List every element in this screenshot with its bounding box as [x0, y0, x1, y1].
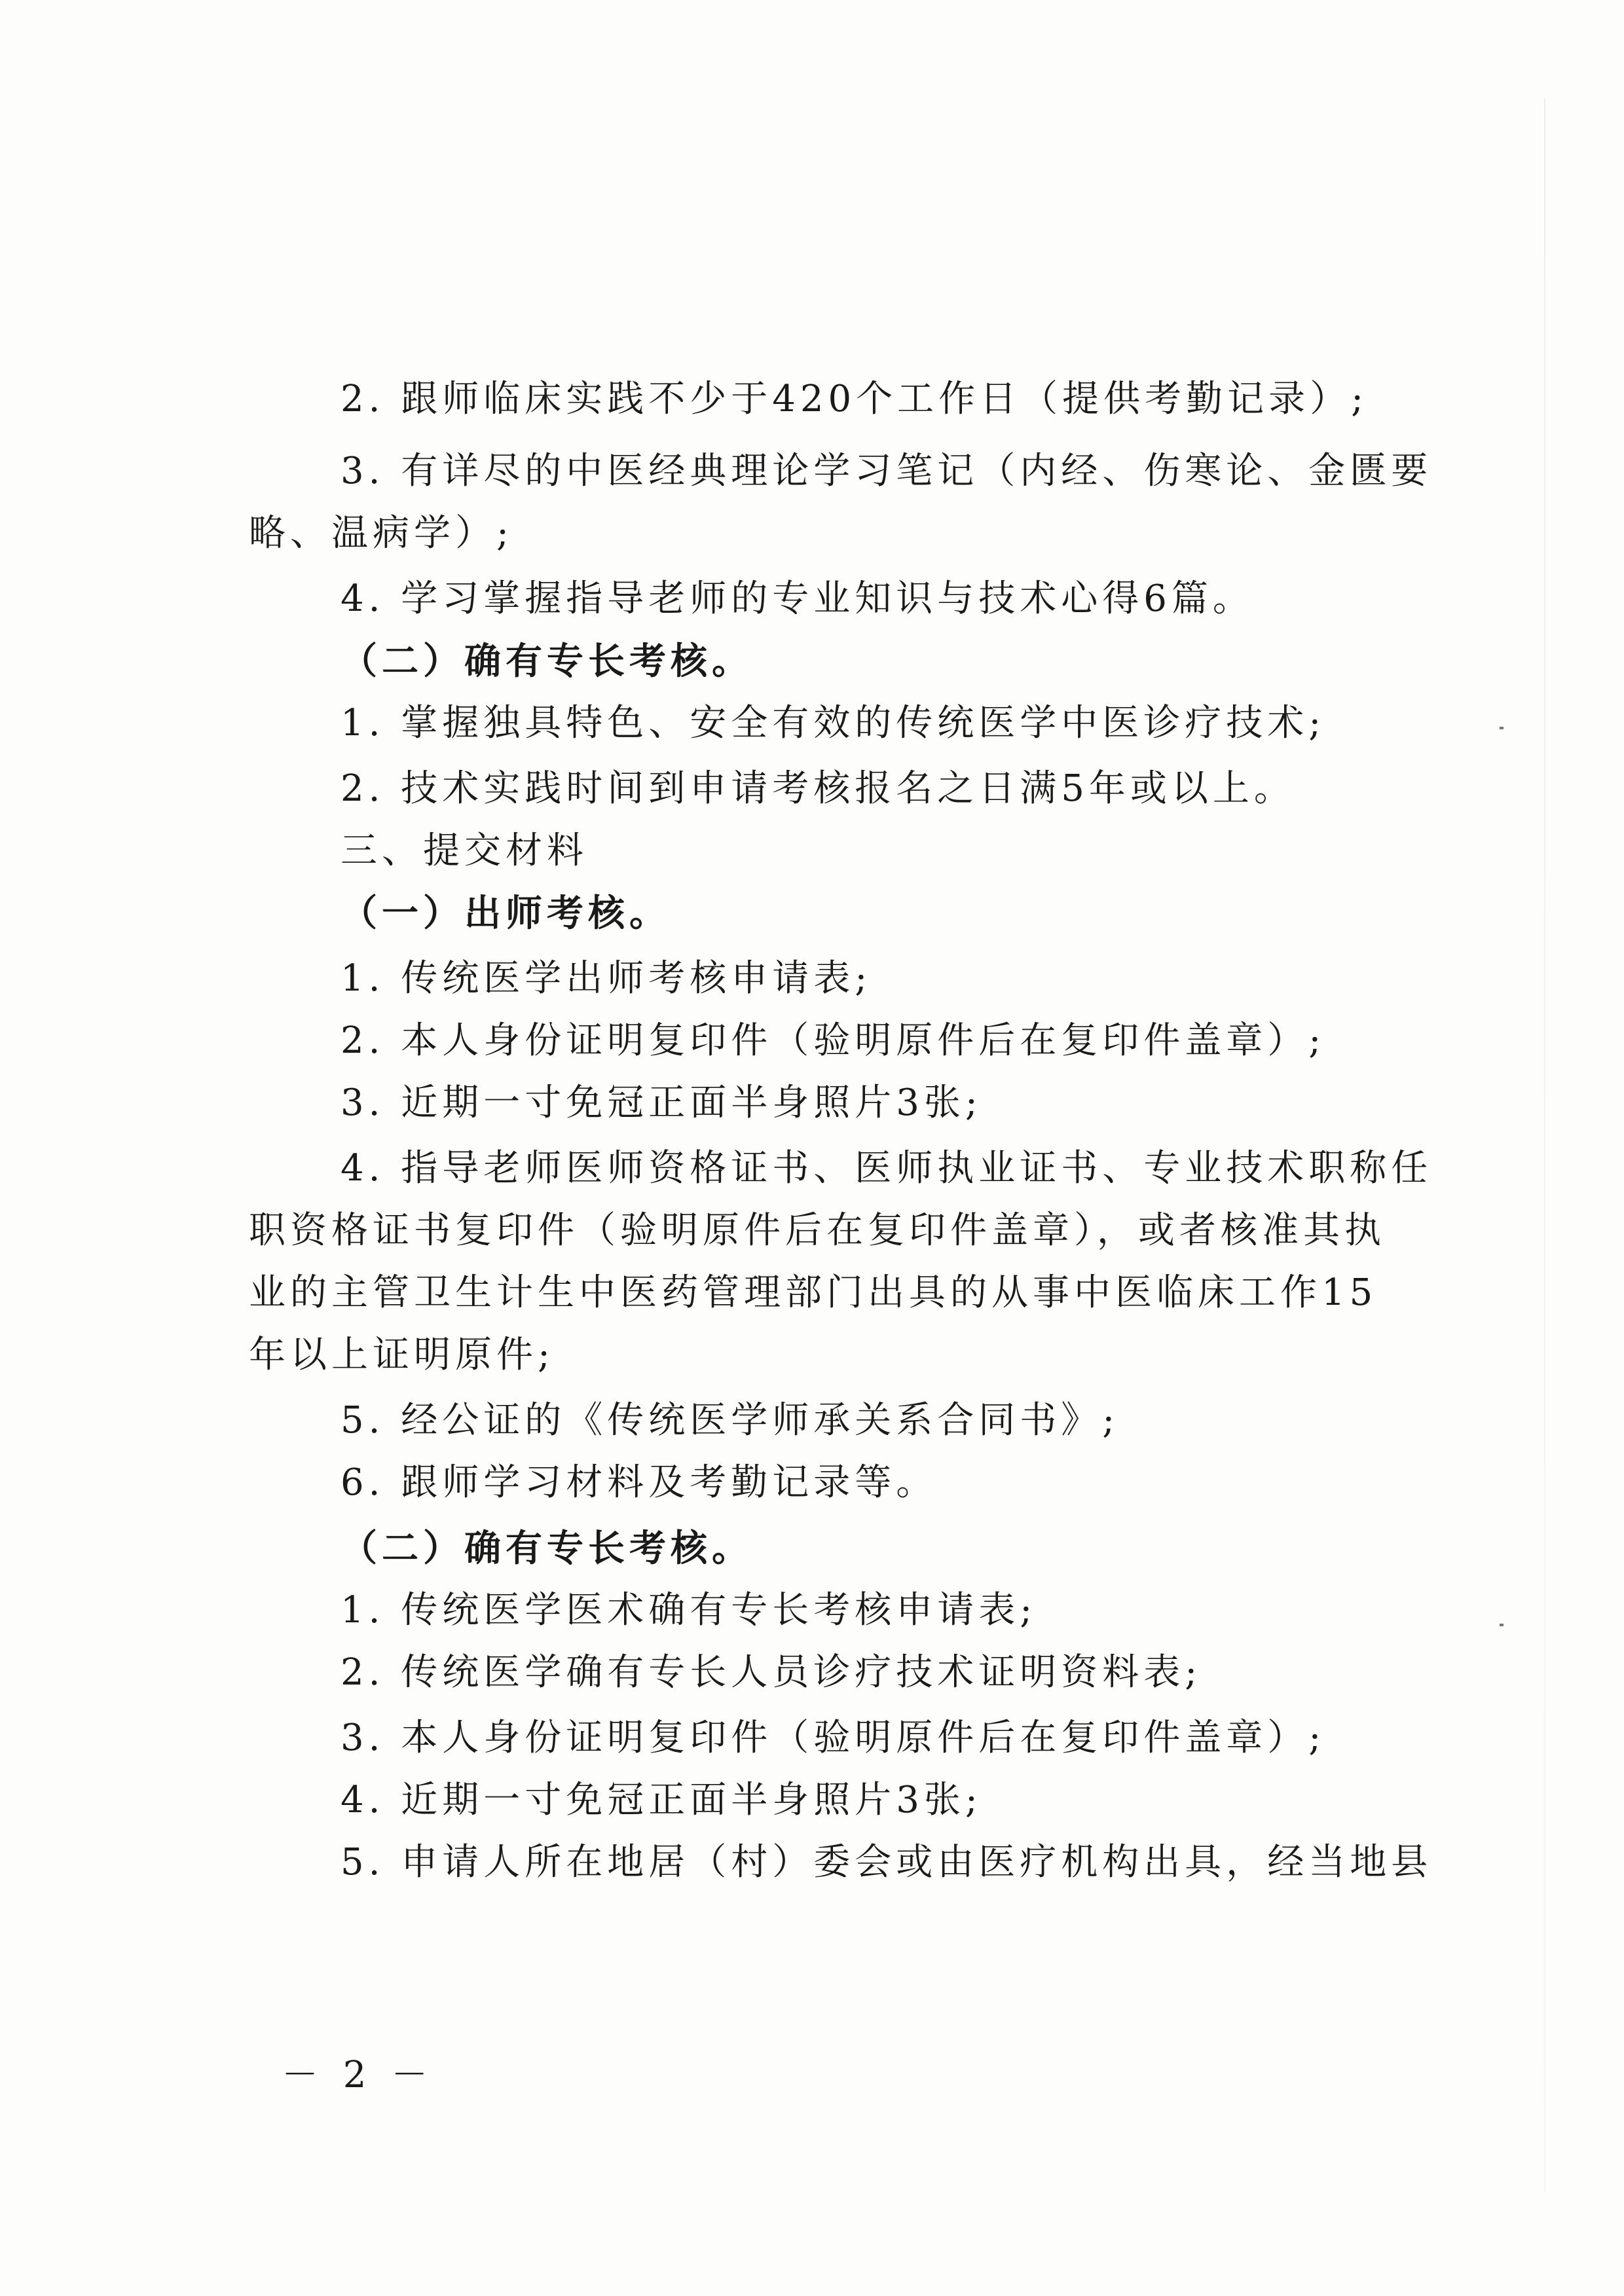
section-heading-2-1: （二）确有专长考核。: [341, 640, 753, 683]
text-line-14: 职资格证书复印件（验明原件后在复印件盖章），或者核准其执: [249, 1209, 1386, 1252]
text-line-2: 3. 有详尽的中医经典理论学习笔记（内经、伤寒论、金匮要: [341, 450, 1433, 492]
text-line-4: 4. 学习掌握指导老师的专业知识与技术心得6篇。: [341, 577, 1254, 620]
text-line-17: 5. 经公证的《传统医学师承关系合同书》;: [341, 1399, 1120, 1442]
text-line-21: 2. 传统医学确有专长人员诊疗技术证明资料表;: [341, 1651, 1202, 1694]
text-line-7: 2. 技术实践时间到申请考核报名之日满5年或以上。: [341, 767, 1295, 810]
text-line-1: 2. 跟师临床实践不少于420个工作日（提供考勤记录）;: [341, 378, 1368, 420]
section-heading-2-2: （二）确有专长考核。: [341, 1527, 753, 1570]
scan-edge-shadow: [1544, 98, 1545, 2193]
text-line-6: 1. 掌握独具特色、安全有效的传统医学中医诊疗技术;: [341, 702, 1326, 744]
text-line-3: 略、温病学）;: [249, 512, 513, 555]
scan-speck: [1500, 727, 1504, 729]
section-heading-1: （一）出师考核。: [341, 892, 671, 935]
scan-speck: [1500, 1624, 1504, 1626]
text-line-11: 2. 本人身份证明复印件（验明原件后在复印件盖章）;: [341, 1019, 1326, 1062]
text-line-13: 4. 指导老师医师资格证书、医师执业证书、专业技术职称任: [341, 1147, 1433, 1190]
text-line-12: 3. 近期一寸免冠正面半身照片3张;: [341, 1082, 982, 1124]
text-line-16: 年以上证明原件;: [249, 1334, 555, 1376]
text-line-15: 业的主管卫生计生中医药管理部门出具的从事中医临床工作15: [249, 1271, 1378, 1314]
text-line-24: 5. 申请人所在地居（村）委会或由医疗机构出具，经当地县: [341, 1841, 1433, 1884]
text-line-23: 4. 近期一寸免冠正面半身照片3张;: [341, 1779, 982, 1821]
text-line-18: 6. 跟师学习材料及考勤记录等。: [341, 1461, 938, 1504]
text-line-10: 1. 传统医学出师考核申请表;: [341, 957, 872, 1000]
section-heading-3: 三、提交材料: [341, 829, 588, 872]
text-line-22: 3. 本人身份证明复印件（验明原件后在复印件盖章）;: [341, 1717, 1326, 1759]
page-number: － 2 －: [282, 2054, 435, 2096]
text-line-20: 1. 传统医学医术确有专长考核申请表;: [341, 1589, 1037, 1631]
